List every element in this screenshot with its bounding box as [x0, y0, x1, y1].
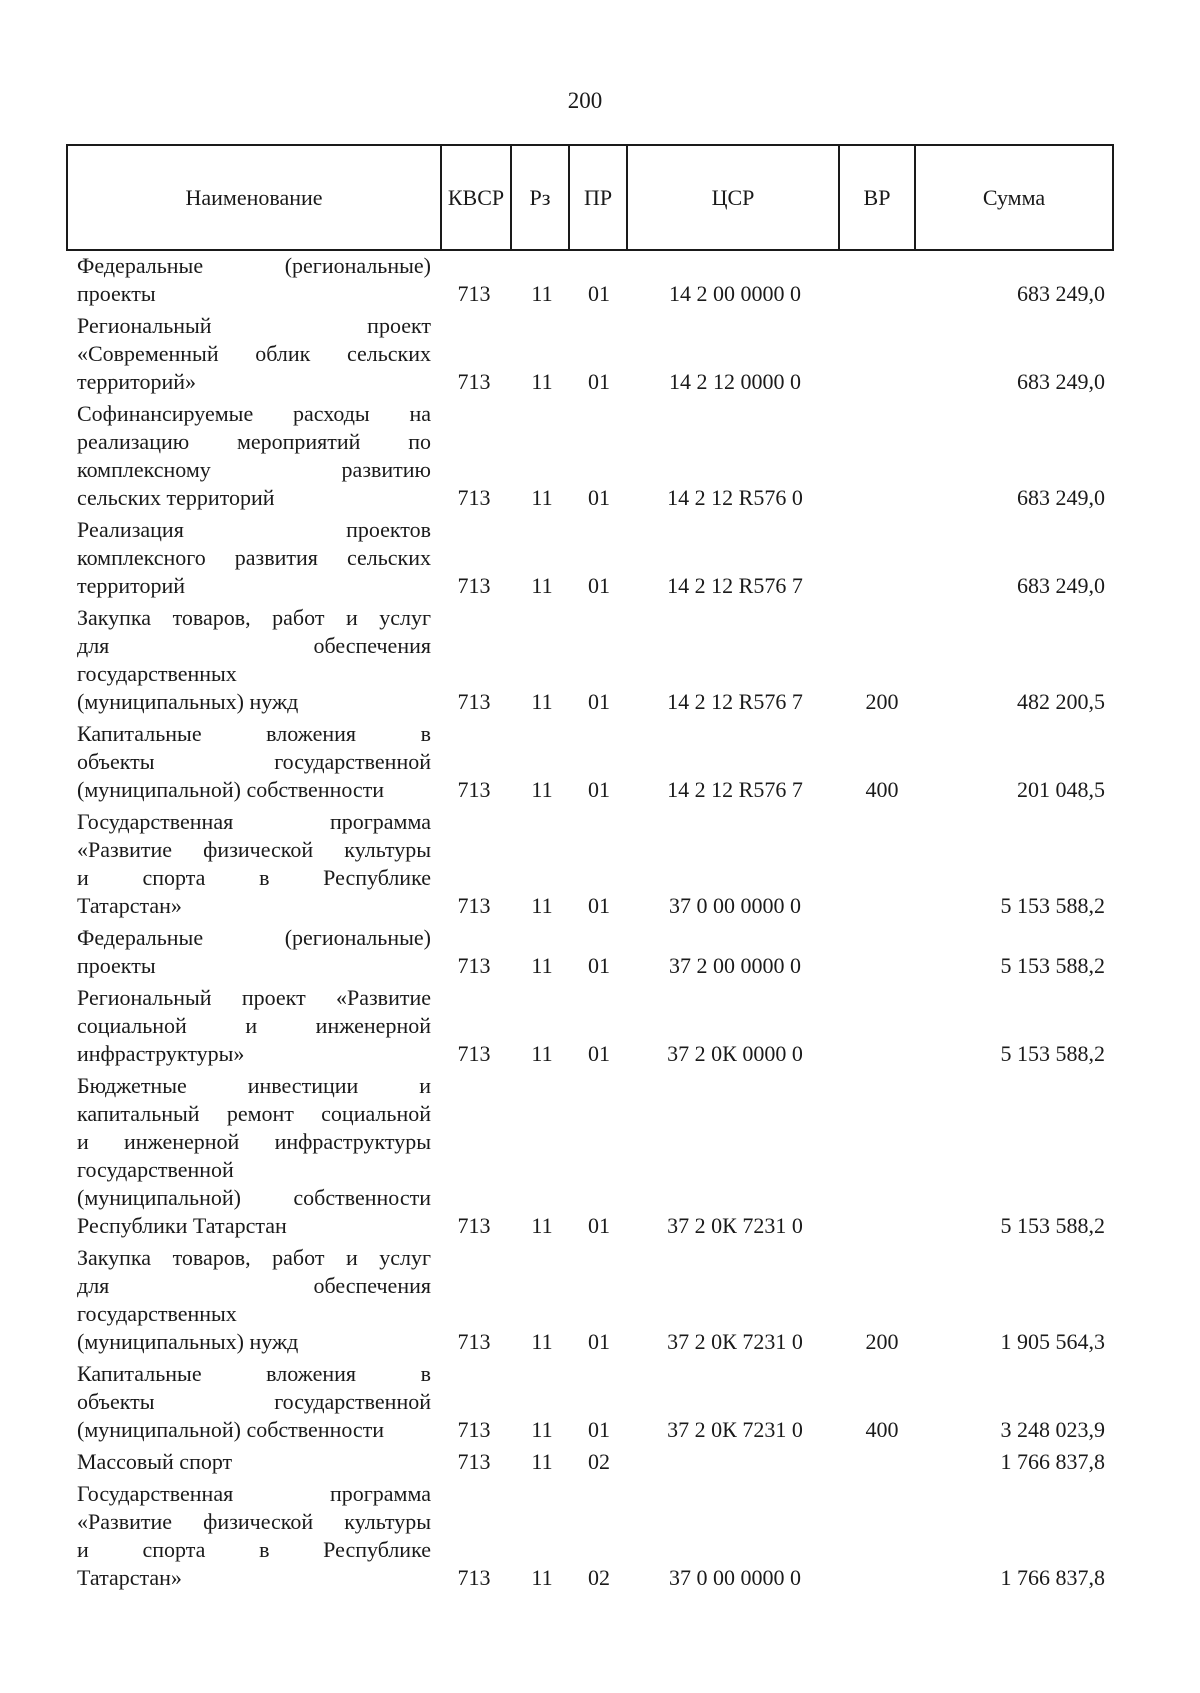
cell-vr — [846, 484, 918, 512]
cell-kvsr: 713 — [457, 1329, 491, 1354]
row-name — [77, 720, 431, 804]
row-name-line: проекты — [77, 953, 156, 978]
cell-rz: 11 — [531, 893, 553, 918]
cell-csr: 37 0 00 0000 0 — [669, 1565, 801, 1590]
cell-sum: 5 153 588,2 — [1000, 953, 1105, 978]
cell-pr: 01 — [588, 1213, 610, 1238]
cell-rz: 11 — [531, 1329, 553, 1354]
cell-rz: 11 — [531, 281, 553, 306]
cell-csr: 37 2 0К 7231 0 — [667, 1329, 803, 1354]
cell-kvsr: 713 — [457, 777, 491, 802]
cell-sum: 1 766 837,8 — [1000, 1449, 1105, 1474]
cell-rz: 11 — [531, 1565, 553, 1590]
cell-rz: 11 — [531, 1041, 553, 1066]
cell-kvsr: 713 — [457, 1449, 491, 1474]
row-name-line: для обеспечения — [77, 633, 431, 658]
cell-rz: 11 — [531, 369, 553, 394]
cell-sum: 201 048,5 — [1017, 777, 1105, 802]
header-rz: Рз — [512, 146, 570, 249]
row-name-line: «Современный облик сельских — [77, 341, 431, 366]
cell-pr: 01 — [588, 281, 610, 306]
row-name-line: Татарстан» — [77, 1565, 182, 1590]
row-name-line: Закупка товаров, работ и услуг — [77, 605, 431, 630]
row-name-line: капитальный ремонт социальной — [77, 1101, 431, 1126]
cell-rz: 11 — [531, 953, 553, 978]
cell-vr: 400 — [865, 1417, 899, 1442]
cell-csr: 14 2 12 R576 7 — [667, 689, 803, 714]
cell-kvsr: 713 — [457, 573, 491, 598]
cell-pr: 01 — [588, 369, 610, 394]
row-name — [77, 1360, 431, 1444]
row-name-line: (муниципальной) собственности — [77, 1185, 431, 1210]
cell-csr — [630, 1448, 840, 1476]
row-name — [77, 400, 431, 512]
row-name — [77, 604, 431, 716]
cell-rz: 11 — [531, 689, 553, 714]
row-name-line: инфраструктуры» — [77, 1041, 245, 1066]
cell-csr: 14 2 12 R576 7 — [667, 777, 803, 802]
row-name-line: Государственная программа — [77, 809, 431, 834]
table-row — [0, 1448, 1200, 1476]
table-row — [0, 400, 1200, 512]
cell-csr: 37 2 00 0000 0 — [669, 953, 801, 978]
cell-rz: 11 — [531, 485, 553, 510]
row-name-line: территорий» — [77, 369, 197, 394]
cell-rz: 11 — [531, 1213, 553, 1238]
cell-pr: 01 — [588, 689, 610, 714]
row-name-line: комплексного развития сельских — [77, 545, 431, 570]
cell-sum: 1 905 564,3 — [1000, 1329, 1105, 1354]
row-name-line: Республики Татарстан — [77, 1213, 287, 1238]
cell-pr: 01 — [588, 953, 610, 978]
cell-pr: 01 — [588, 485, 610, 510]
cell-csr: 37 2 0К 0000 0 — [667, 1041, 803, 1066]
cell-vr — [846, 1564, 918, 1592]
row-name-line: Государственная программа — [77, 1481, 431, 1506]
cell-sum: 683 249,0 — [1017, 281, 1105, 306]
table-row — [0, 604, 1200, 716]
row-name-line: (муниципальной) собственности — [77, 1417, 385, 1442]
row-name-line: Софинансируемые расходы на — [77, 401, 431, 426]
cell-vr: 400 — [865, 777, 899, 802]
table-row — [0, 1072, 1200, 1240]
cell-kvsr: 713 — [457, 369, 491, 394]
row-name-line: «Развитие физической культуры — [77, 837, 431, 862]
row-name — [77, 984, 431, 1068]
cell-vr — [846, 572, 918, 600]
cell-pr: 01 — [588, 893, 610, 918]
row-name — [77, 1072, 431, 1240]
row-name-line: комплексному развитию — [77, 457, 431, 482]
row-name-line: Закупка товаров, работ и услуг — [77, 1245, 431, 1270]
row-name — [77, 1448, 431, 1476]
row-name-line: объекты государственной — [77, 1389, 431, 1414]
row-name-line: Реализация проектов — [77, 517, 431, 542]
row-name-line: (муниципальных) нужд — [77, 689, 299, 714]
cell-kvsr: 713 — [457, 1213, 491, 1238]
row-name-line: для обеспечения — [77, 1273, 431, 1298]
cell-kvsr: 713 — [457, 1565, 491, 1590]
row-name-line: и спорта в Республике — [77, 865, 431, 890]
row-name — [77, 312, 431, 396]
cell-pr: 01 — [588, 1417, 610, 1442]
row-name — [77, 808, 431, 920]
cell-vr — [846, 1040, 918, 1068]
cell-csr: 37 2 0К 7231 0 — [667, 1213, 803, 1238]
table-row — [0, 1480, 1200, 1592]
row-name-line: проекты — [77, 281, 156, 306]
cell-sum: 3 248 023,9 — [1000, 1417, 1105, 1442]
cell-rz: 11 — [531, 573, 553, 598]
row-name-line: Региональный проект — [77, 313, 431, 338]
table-row — [0, 1360, 1200, 1444]
cell-kvsr: 713 — [457, 893, 491, 918]
cell-rz: 11 — [531, 1417, 553, 1442]
cell-vr — [846, 280, 918, 308]
table-row — [0, 924, 1200, 980]
cell-kvsr: 713 — [457, 1041, 491, 1066]
row-name-line: государственной — [77, 1157, 234, 1182]
row-name — [77, 516, 431, 600]
row-name — [77, 1480, 431, 1592]
cell-sum: 482 200,5 — [1017, 689, 1105, 714]
row-name-line: Капитальные вложения в — [77, 1361, 431, 1386]
cell-rz: 11 — [531, 1449, 553, 1474]
budget-table-body — [0, 252, 1200, 1596]
cell-sum: 5 153 588,2 — [1000, 1041, 1105, 1066]
cell-kvsr: 713 — [457, 1417, 491, 1442]
table-row — [0, 312, 1200, 396]
row-name-line: Бюджетные инвестиции и — [77, 1073, 431, 1098]
row-name — [77, 252, 431, 308]
row-name-line: государственных — [77, 661, 237, 686]
row-name-line: Федеральные (региональные) — [77, 253, 431, 278]
page-number: 200 — [567, 88, 603, 113]
cell-pr: 02 — [588, 1449, 610, 1474]
header-kvsr: КВСР — [442, 146, 512, 249]
row-name-line: и спорта в Республике — [77, 1537, 431, 1562]
cell-kvsr: 713 — [457, 485, 491, 510]
header-name: Наименование — [68, 146, 442, 249]
row-name-line: социальной и инженерной — [77, 1013, 431, 1038]
row-name-line: объекты государственной — [77, 749, 431, 774]
cell-vr — [846, 368, 918, 396]
cell-kvsr: 713 — [457, 953, 491, 978]
cell-kvsr: 713 — [457, 689, 491, 714]
row-name-line: Массовый спорт — [77, 1449, 233, 1474]
cell-csr: 14 2 12 R576 0 — [667, 485, 803, 510]
row-name — [77, 1244, 431, 1356]
row-name-line: (муниципальных) нужд — [77, 1329, 299, 1354]
header-vr: ВР — [840, 146, 916, 249]
cell-pr: 01 — [588, 573, 610, 598]
cell-vr — [846, 952, 918, 980]
table-row — [0, 1244, 1200, 1356]
row-name-line: Татарстан» — [77, 893, 182, 918]
header-csr: ЦСР — [628, 146, 840, 249]
cell-vr: 200 — [865, 1329, 899, 1354]
row-name — [77, 924, 431, 980]
cell-pr: 01 — [588, 1041, 610, 1066]
cell-sum: 1 766 837,8 — [1000, 1565, 1105, 1590]
cell-vr — [846, 892, 918, 920]
row-name-line: государственных — [77, 1301, 237, 1326]
row-name-line: Федеральные (региональные) — [77, 925, 431, 950]
table-row — [0, 808, 1200, 920]
table-row — [0, 252, 1200, 308]
row-name-line: реализацию мероприятий по — [77, 429, 431, 454]
cell-kvsr: 713 — [457, 281, 491, 306]
header-sum: Сумма — [982, 184, 1046, 210]
cell-sum: 5 153 588,2 — [1000, 893, 1105, 918]
table-row — [0, 984, 1200, 1068]
row-name-line: и инженерной инфраструктуры — [77, 1129, 431, 1154]
row-name-line: «Развитие физической культуры — [77, 1509, 431, 1534]
row-name-line: (муниципальной) собственности — [77, 777, 385, 802]
cell-sum: 683 249,0 — [1017, 573, 1105, 598]
cell-vr: 200 — [865, 689, 899, 714]
table-row — [0, 516, 1200, 600]
cell-csr: 14 2 12 R576 7 — [667, 573, 803, 598]
table-row — [0, 720, 1200, 804]
cell-sum: 5 153 588,2 — [1000, 1213, 1105, 1238]
cell-vr — [846, 1448, 918, 1476]
cell-csr: 37 2 0К 7231 0 — [667, 1417, 803, 1442]
cell-csr: 14 2 00 0000 0 — [669, 281, 801, 306]
cell-pr: 02 — [588, 1565, 610, 1590]
table-header — [66, 144, 1114, 251]
row-name-line: Капитальные вложения в — [77, 721, 431, 746]
row-name-line: сельских территорий — [77, 485, 275, 510]
row-name-line: территорий — [77, 573, 186, 598]
cell-csr: 14 2 12 0000 0 — [669, 369, 801, 394]
cell-pr: 01 — [588, 777, 610, 802]
cell-sum: 683 249,0 — [1017, 485, 1105, 510]
cell-rz: 11 — [531, 777, 553, 802]
header-pr: ПР — [570, 146, 628, 249]
cell-sum: 683 249,0 — [1017, 369, 1105, 394]
cell-vr — [846, 1212, 918, 1240]
cell-csr: 37 0 00 0000 0 — [669, 893, 801, 918]
row-name-line: Региональный проект «Развитие — [77, 985, 431, 1010]
cell-pr: 01 — [588, 1329, 610, 1354]
